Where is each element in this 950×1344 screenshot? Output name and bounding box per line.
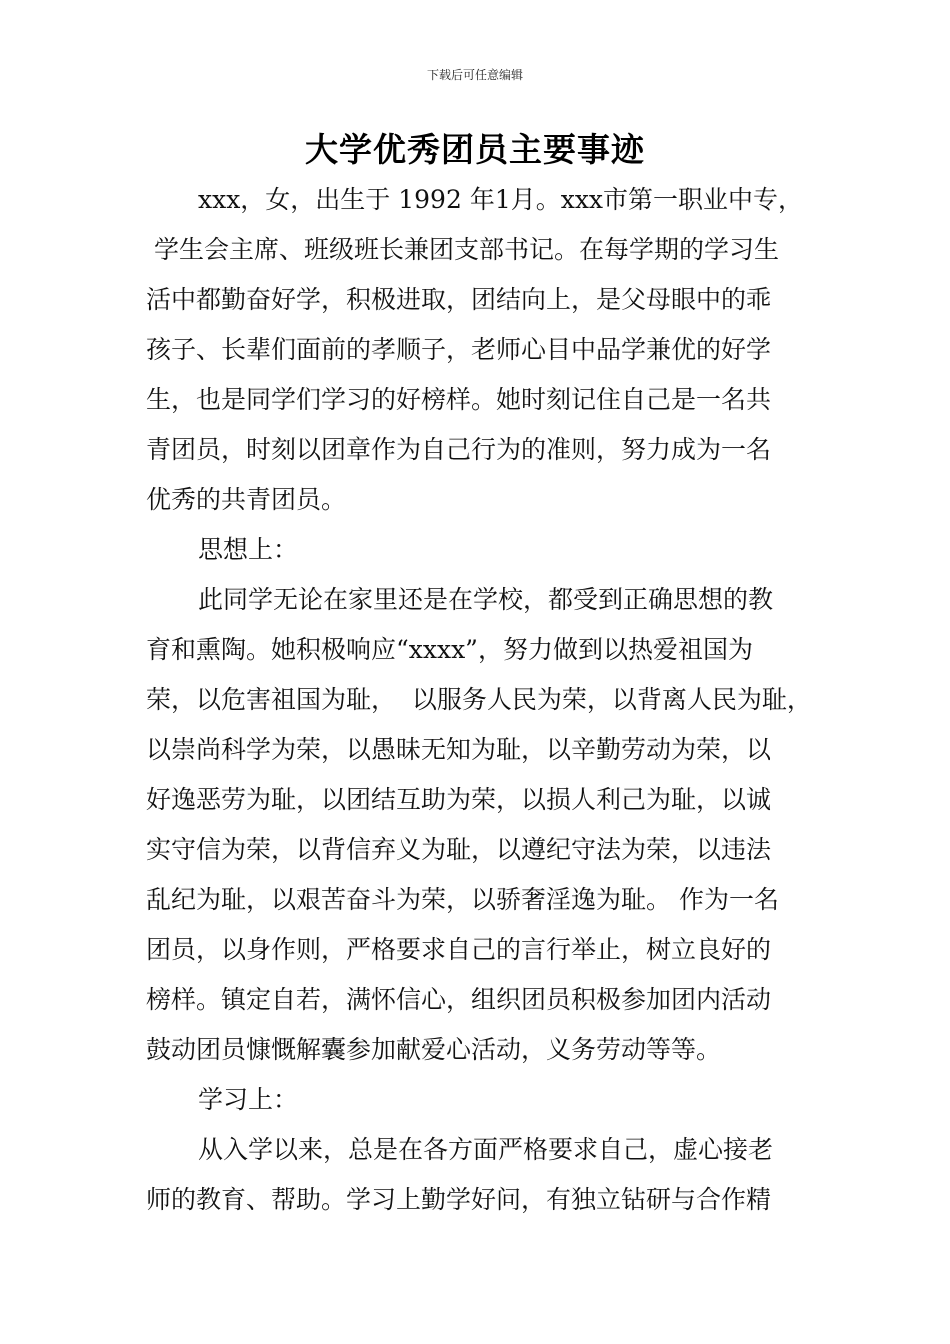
- text-line: 榜样。镇定自若，满怀信心，组织团员积极参加团内活动: [146, 985, 772, 1014]
- text-line: 学习上：: [198, 1085, 299, 1114]
- text-line: 师的教育、帮助。学习上勤学好问，有独立钻研与合作精: [146, 1185, 772, 1214]
- text-line: 学生会主席、班级班长兼团支部书记。在每学期的学习生: [146, 235, 779, 264]
- text-line: 青团员，时刻以团章作为自己行为的准则，努力成为一名: [146, 435, 772, 464]
- document-title: 大学优秀团员主要事迹: [305, 130, 645, 169]
- paragraph-intro: [146, 175, 826, 525]
- paragraph-thought: [146, 575, 826, 1075]
- text-line: 思想上：: [198, 535, 299, 564]
- text-line: 孩子、长辈们面前的孝顺子，老师心目中品学兼优的好学: [146, 335, 772, 364]
- text-line: xxx，女，出生于 1992 年1月。xxx市第一职业中专，: [198, 185, 804, 214]
- text-line: 鼓动团员慷慨解囊参加献爱心活动，义务劳动等等。: [146, 1035, 722, 1064]
- paragraph-study: [146, 1125, 826, 1225]
- document-body: [146, 175, 826, 1225]
- text-line: 团员，以身作则，严格要求自己的言行举止，树立良好的: [146, 935, 772, 964]
- text-line: 活中都勤奋好学，积极进取，团结向上，是父母眼中的乖: [146, 285, 772, 314]
- text-line: 从入学以来，总是在各方面严格要求自己，虚心接老: [198, 1135, 774, 1164]
- text-line: 以崇尚科学为荣，以愚昧无知为耻，以辛勤劳动为荣，以: [146, 735, 772, 764]
- text-line: 乱纪为耻，以艰苦奋斗为荣，以骄奢淫逸为耻。 作为一名: [146, 885, 779, 914]
- section-heading-study: [146, 1075, 826, 1125]
- text-line: 好逸恶劳为耻，以团结互助为荣，以损人利己为耻，以诚: [146, 785, 772, 814]
- text-line: 优秀的共青团员。: [146, 485, 347, 514]
- text-line: 育和熏陶。她积极响应“xxxx”，努力做到以热爱祖国为: [146, 635, 753, 664]
- text-line: 生，也是同学们学习的好榜样。她时刻记住自己是一名共: [146, 385, 772, 414]
- text-line: 此同学无论在家里还是在学校，都受到正确思想的教: [198, 585, 774, 614]
- header-note: 下载后可任意编辑: [426, 68, 523, 82]
- section-heading-thought: [146, 525, 826, 575]
- text-line: 实守信为荣，以背信弃义为耻，以遵纪守法为荣，以违法: [146, 835, 772, 864]
- text-line: 荣，以危害祖国为耻， 以服务人民为荣，以背离人民为耻，: [146, 685, 812, 714]
